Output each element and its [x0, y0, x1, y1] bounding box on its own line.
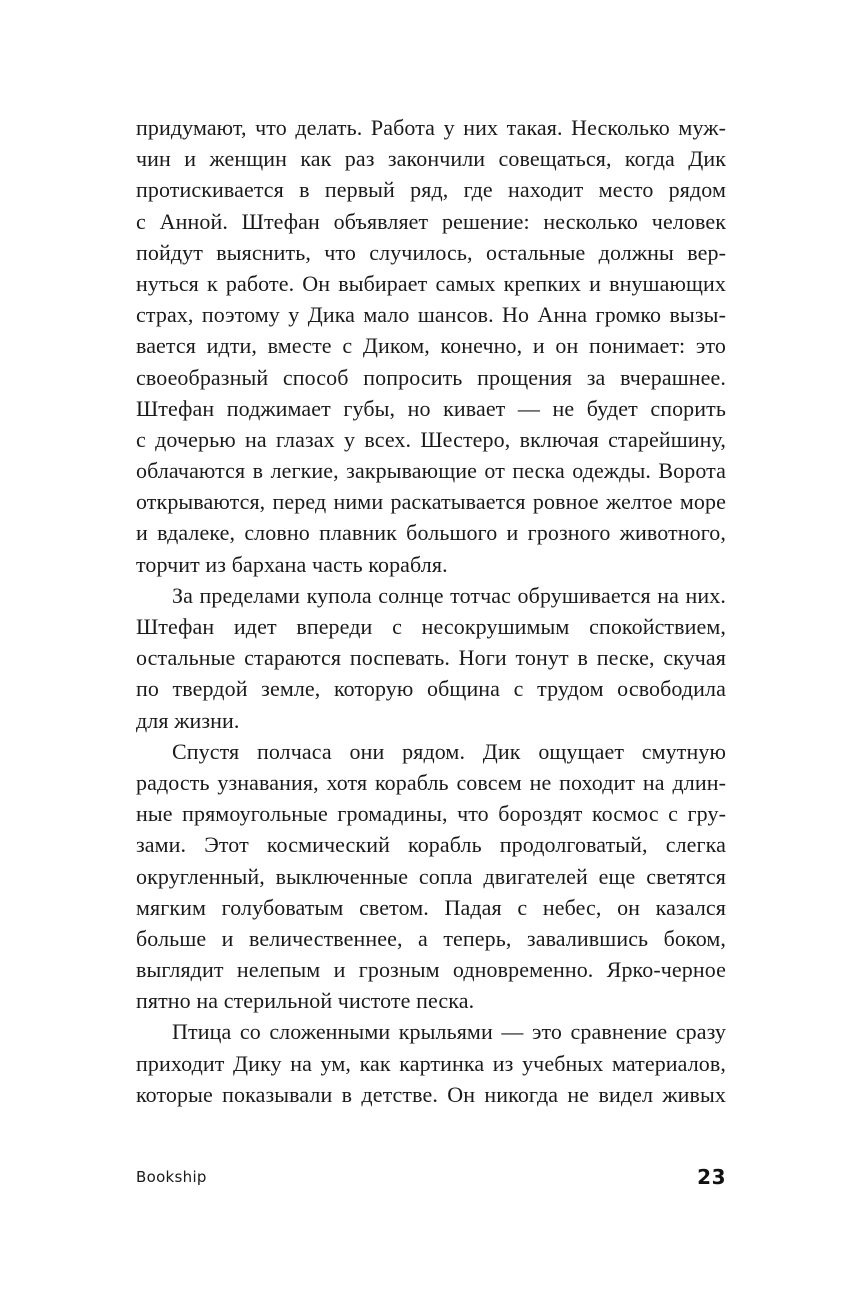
text-line: своеобразный способ попросить прощения за вчерашнее. [136, 364, 726, 390]
text-line: с Анной. Штефан объявляет решение: несколько человек [136, 208, 726, 234]
page-footer [136, 1165, 726, 1194]
text-line: открываются, перед ними раскатывается ровное желтое море [136, 489, 726, 515]
text-line: пойдут выяснить, что случилось, остальные должны вер- [136, 239, 726, 265]
text-line: по твердой земле, которую община с трудом освободила [136, 676, 726, 702]
text-line: которые показывали в детстве. Он никогда не видел живых [136, 1081, 726, 1107]
text-line: протискивается в первый ряд, где находит место рядом [136, 177, 726, 203]
text-line: и вдалеке, словно плавник большого и грозного животного, [136, 520, 726, 546]
text-line: страх, поэтому у Дика мало шансов. Но Анна громко вызы- [136, 302, 726, 328]
paragraph-2 [136, 580, 726, 736]
text-line: для жизни. [136, 707, 240, 733]
text-line: торчит из бархана часть корабля. [136, 551, 448, 577]
text-line: Штефан поджимает губы, но кивает — не будет спорить [136, 395, 726, 421]
text-line: приходит Дику на ум, как картинка из учебных материалов, [136, 1050, 726, 1076]
text-line: остальные стараются поспевать. Ноги тонут в песке, скучая [136, 645, 726, 671]
text-line: с дочерью на глазах у всех. Шестеро, включая старейшину, [136, 426, 726, 452]
text-line: За пределами купола солнце тотчас обрушивается на них. [172, 582, 726, 608]
paragraph-4 [136, 1016, 726, 1110]
text-line: пятно на стерильной чистоте песка. [136, 988, 475, 1014]
text-line: мягким голубоватым светом. Падая с небес, он казался [136, 894, 726, 920]
page-body [136, 112, 726, 1110]
paragraph-1 [136, 112, 726, 580]
paragraph-3 [136, 736, 726, 1017]
text-line: ные прямоугольные громадины, что бороздят космос с гру- [136, 801, 726, 827]
text-line: чин и женщин как раз закончили совещаться, когда Дик [136, 146, 726, 172]
text-line: округленный, выключенные сопла двигателей еще светятся [136, 863, 726, 889]
text-line: нуться к работе. Он выбирает самых крепких и внушающих [136, 270, 726, 296]
page-number: 23 [697, 1165, 726, 1189]
text-line: вается идти, вместе с Диком, конечно, и он понимает: это [136, 333, 726, 359]
text-line: Спустя полчаса они рядом. Дик ощущает смутную [172, 738, 726, 764]
text-line: больше и величественнее, а теперь, завалившись боком, [136, 925, 726, 951]
text-line: придумают, что делать. Работа у них такая. Несколько муж- [136, 115, 726, 140]
footer-brand: Bookship [136, 1168, 207, 1186]
text-line: зами. Этот космический корабль продолговатый, слегка [136, 832, 726, 858]
text-line: облачаются в легкие, закрывающие от песка одежды. Ворота [136, 458, 726, 484]
text-line: Птица со сложенными крыльями — это сравнение сразу [172, 1019, 726, 1045]
text-line: Штефан идет впереди с несокрушимым спокойствием, [136, 614, 726, 639]
text-line: радость узнавания, хотя корабль совсем не походит на длин- [136, 769, 726, 795]
text-line: выглядит нелепым и грозным одновременно. Ярко-черное [136, 957, 726, 983]
